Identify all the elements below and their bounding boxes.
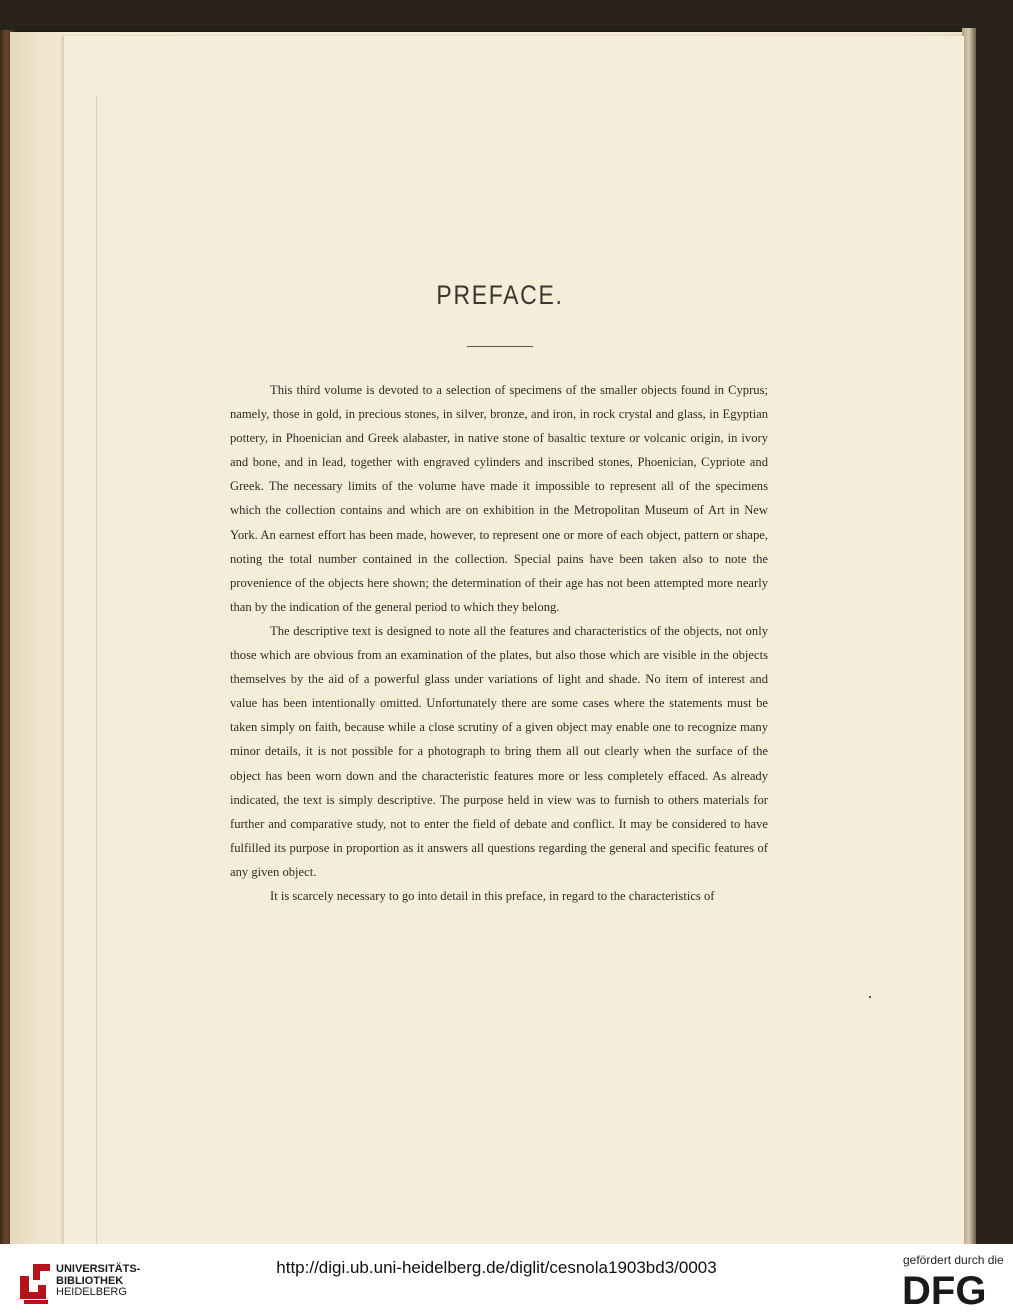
- paragraph: The descriptive text is designed to note all the features and characteristics of the objects, not only those which are obvious from an examination of the plates, but also those which are visible in the objects themselves by the aid of a powerful glass under variations of light and shade. No item of interest and value has been intentionally omitted. Unfortunately there are some cases where the statements must be taken simply on faith, because while a close scrutiny of a given object may enable one to recognize many minor details, it is not possible for a photograph to bring them all out clearly when the surface of the object has been worn down and the characteristic features more or less completely effaced. As already indicated, the text is simply descriptive. The purpose held in view was to furnish to others materials for further and comparative study, not to enter the field of debate and conflict. It may be considered to have fulfilled its purpose in proportion as it answers all questions regarding the general and specific features of any given object.: [230, 623, 768, 879]
- page-edge-right: [962, 28, 976, 1244]
- source-url[interactable]: [0, 1258, 1013, 1278]
- dfg-logo-text: DFG: [902, 1270, 987, 1308]
- paragraph: This third volume is devoted to a selection of specimens of the smaller objects found in Cyprus; namely, those in gold, in precious stones, in silver, bronze, and iron, in rock crystal and glass, in Egyptian pottery, in Phoenician and Greek alabaster, in native stone of basaltic texture or volcanic origin, in ivory and bone, and in lead, together with engraved cylinders and inscribed stones, Phoenician, Cypriote and Greek. The necessary limits of the volume have made it impossible to represent all of the specimens which the collection contains and which are on exhibition in the Metropolitan Museum of Art in New York. An earnest effort has been made, however, to represent one or more of each object, pattern or shape, noting the total number contained in the collection. Special pains have been taken also to note the provenience of the objects here shown; the determination of their age has not been attempted more nearly than by the indication of the general period to which they belong.: [230, 383, 768, 614]
- dust-speck: [386, 14, 389, 17]
- page-title: PREFACE.: [436, 280, 564, 310]
- library-name-line: BIBLIOTHEK: [56, 1274, 124, 1287]
- body-text: [230, 378, 768, 908]
- library-name-line: UNIVERSITÄTS-: [56, 1263, 141, 1275]
- viewer-footer: [0, 1244, 1013, 1316]
- source-url-text[interactable]: http://digi.ub.uni-heidelberg.de/diglit/cesnola1903bd3/0003: [276, 1258, 717, 1277]
- library-name-line: HEIDELBERG: [56, 1286, 127, 1298]
- page-fold-line: [96, 96, 97, 1244]
- dfg-logo-icon[interactable]: [902, 1270, 1000, 1308]
- title-rule: [467, 346, 533, 347]
- paragraph: It is scarcely necessary to go into detail in this preface, in regard to the characteristics of: [270, 888, 715, 903]
- dust-speck: [869, 996, 871, 998]
- funding-label: gefördert durch die: [903, 1253, 1004, 1267]
